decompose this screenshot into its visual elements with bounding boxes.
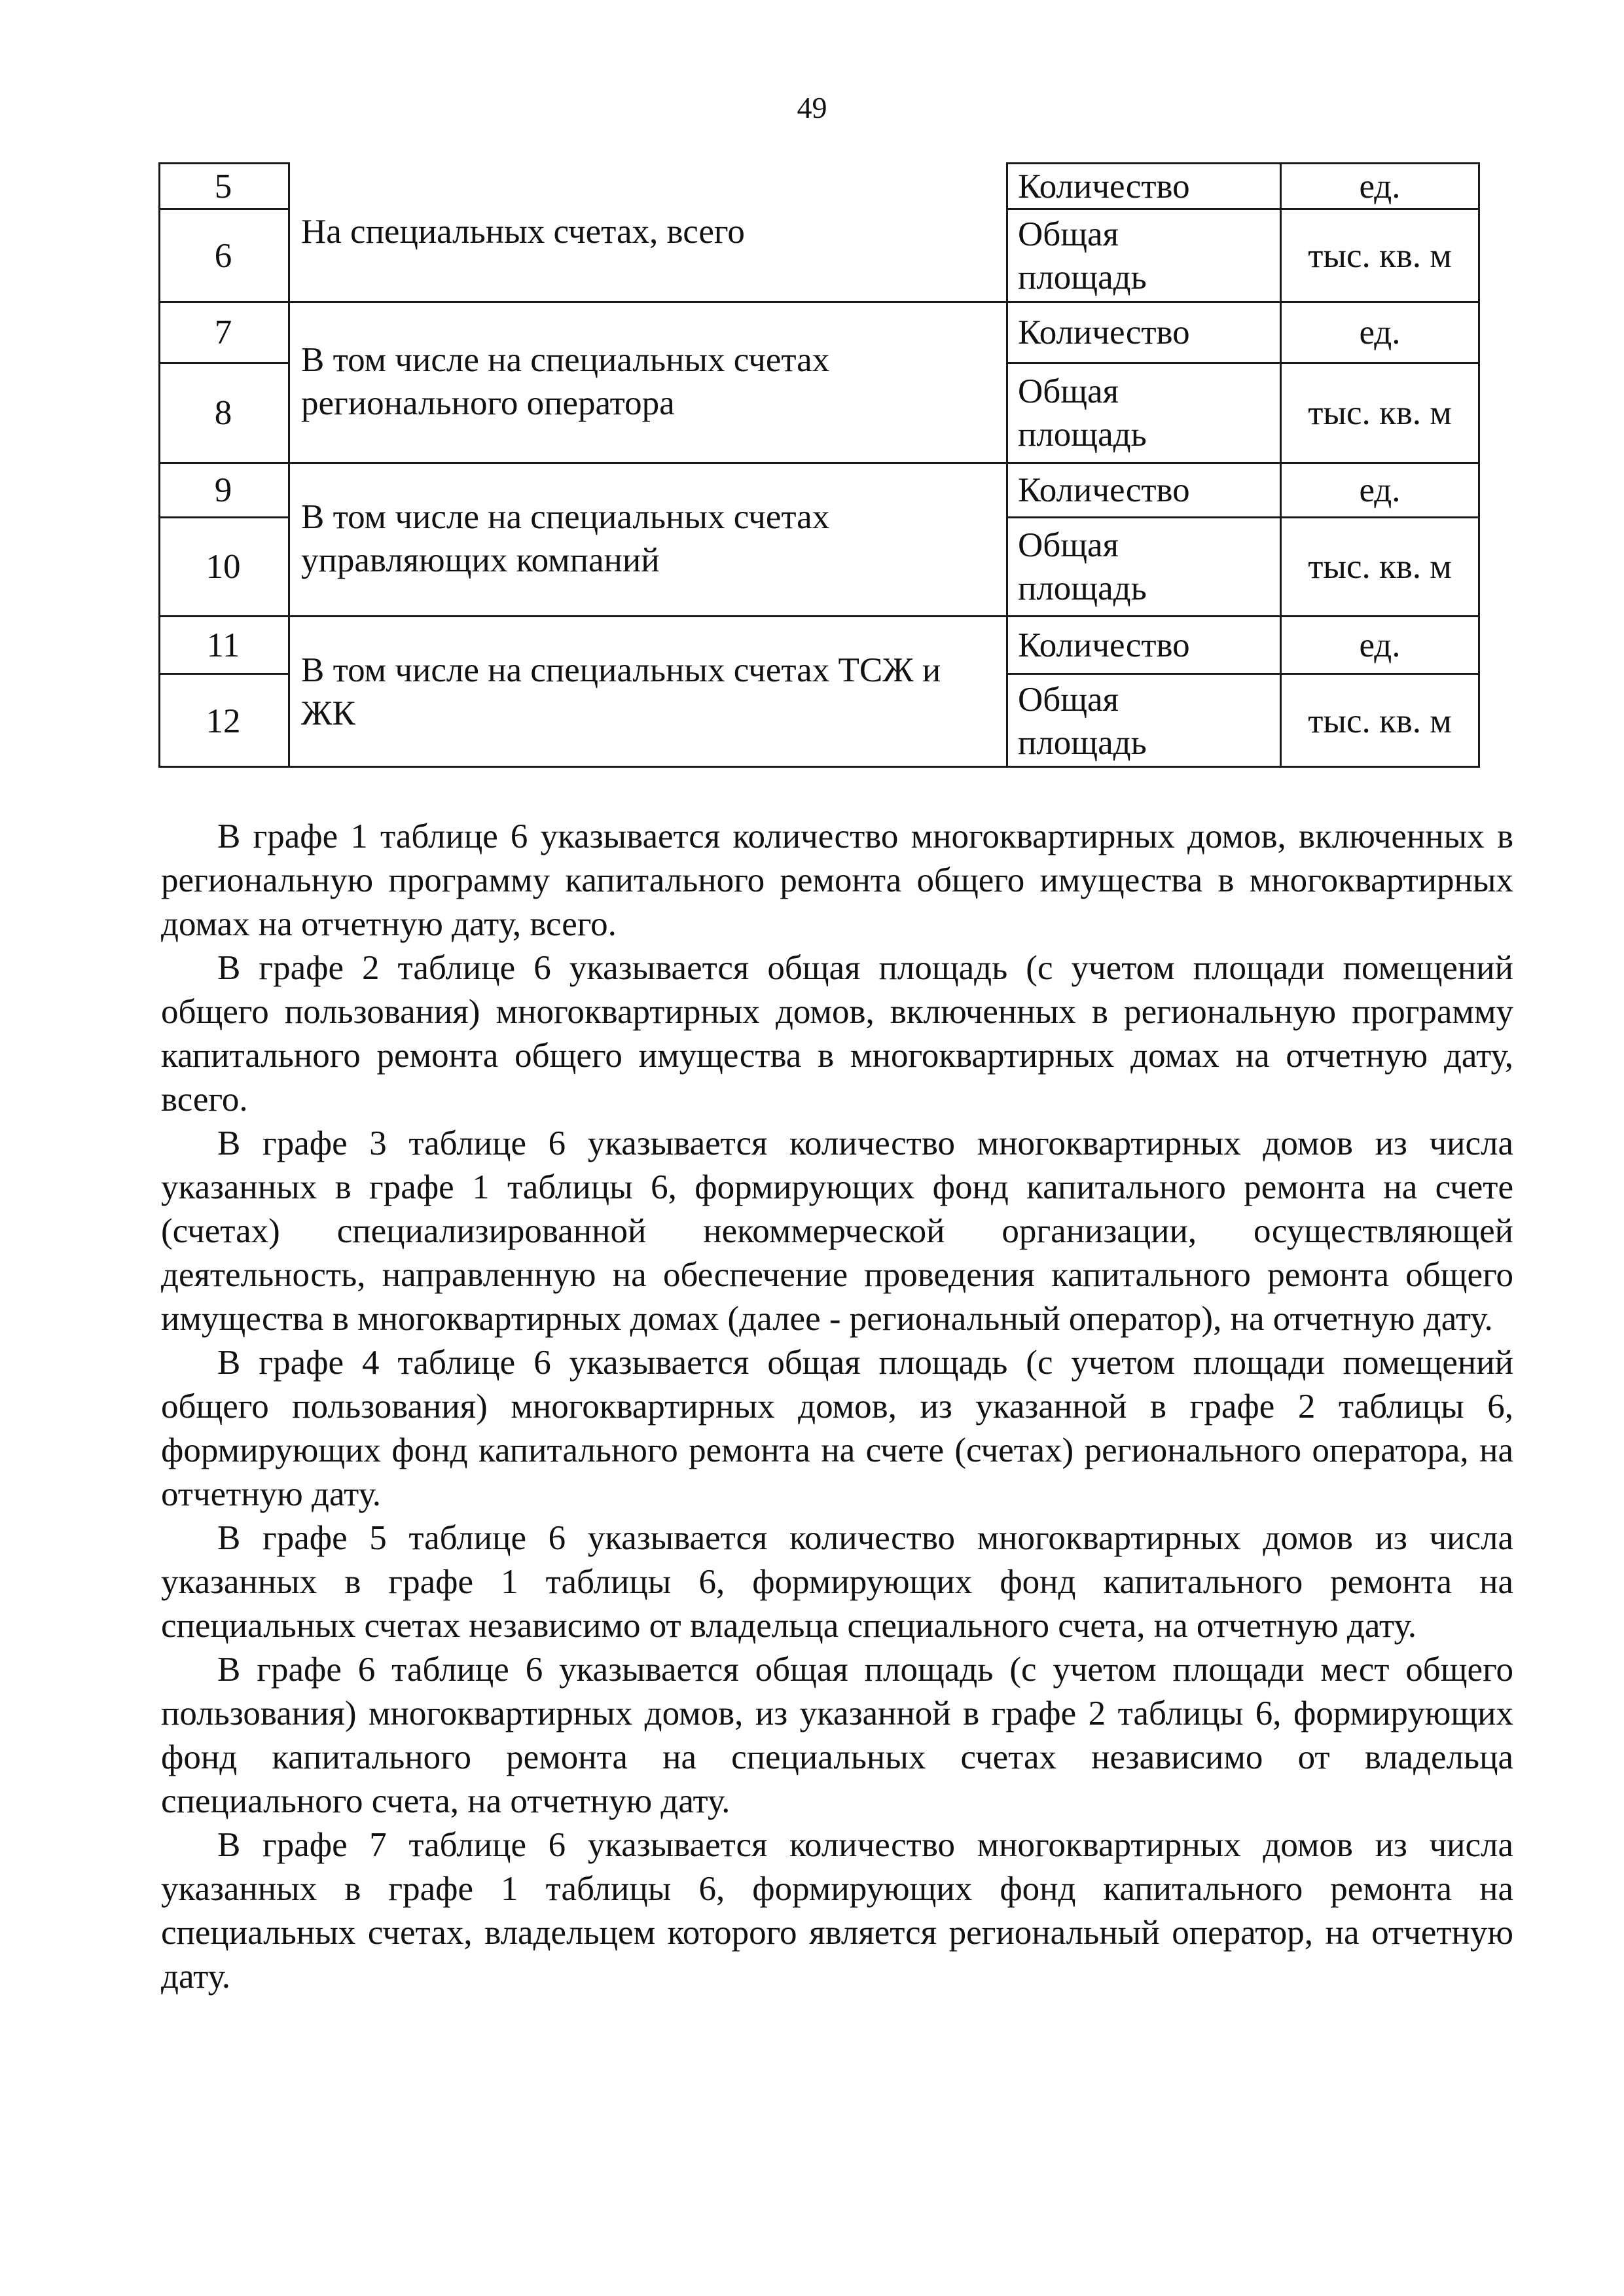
row-number-text: 6 (214, 236, 232, 275)
indicator-cell (1018, 464, 1276, 516)
row-number (158, 518, 288, 615)
unit-cell-text: тыс. кв. м (1308, 394, 1452, 432)
row-number-text: 7 (214, 314, 232, 351)
unit-cell-text: тыс. кв. м (1308, 236, 1452, 275)
paragraph: В графе 5 таблице 6 указывается количество многоквартирных домов из числа указанных в графе 1 таблицы 6, формирующих фонд капитального ремонта на специальных счетах независимо от владельца специального счета, на отчетную дату. (161, 1519, 1513, 1645)
row-number (158, 164, 288, 208)
unit-cell (1280, 210, 1480, 301)
body-text (161, 815, 1513, 1999)
indicator-cell-text: Общая площадь (1018, 526, 1147, 607)
row-number (158, 675, 288, 768)
indicator-cell-text: Общая площадь (1018, 215, 1147, 296)
group-label (301, 308, 1000, 456)
unit-cell-text: тыс. кв. м (1308, 548, 1452, 586)
row-number-text: 9 (214, 471, 232, 509)
indicator-cell (1018, 518, 1276, 615)
paragraph: В графе 4 таблице 6 указывается общая площадь (с учетом площади помещений общего пользования) многоквартирных домов, из указанной в графе 2 таблицы 6, формирующих фонд капитального ремонта на счете (счетах) регионального оператора, на отчетную дату. (161, 1344, 1513, 1513)
unit-cell (1280, 617, 1480, 673)
unit-cell-text: ед. (1359, 626, 1401, 664)
table-column-rule (1006, 162, 1008, 768)
indicator-cell-text: Количество (1018, 471, 1190, 509)
group-label-text: В том числе на специальных счетах управляющих компаний (301, 498, 830, 579)
indicator-cell-text: Количество (1018, 314, 1190, 351)
unit-cell (1280, 303, 1480, 362)
paragraph: В графе 3 таблице 6 указывается количество многоквартирных домов из числа указанных в графе 1 таблицы 6, формирующих фонд капитального ремонта на счете (счетах) специализированной некоммерческой организации, осуществляющей деятельность, направленную на обеспечение проведения капитального ремонта общего имущества в многоквартирных домах (далее - региональный оператор), на отчетную дату. (161, 1124, 1513, 1338)
unit-cell-text: ед. (1359, 471, 1401, 509)
indicator-cell-text: Общая площадь (1018, 372, 1147, 454)
paragraph: В графе 1 таблице 6 указывается количество многоквартирных домов, включенных в региональную программу капитального ремонта общего имущества в многоквартирных домах на отчетную дату, всего. (161, 817, 1513, 943)
indicator-cell (1018, 164, 1276, 208)
group-label (301, 622, 1000, 761)
indicator-cell (1018, 675, 1276, 768)
indicator-cell (1018, 210, 1276, 301)
row-number (158, 210, 288, 301)
group-label (301, 169, 1000, 295)
indicator-cell-text: Количество (1018, 626, 1190, 664)
unit-cell (1280, 518, 1480, 615)
unit-cell (1280, 164, 1480, 208)
unit-cell (1280, 675, 1480, 768)
group-label-text: На специальных счетах, всего (301, 213, 745, 251)
row-number (158, 617, 288, 673)
row-number-text: 12 (206, 702, 241, 740)
unit-cell (1280, 364, 1480, 462)
unit-cell-text: ед. (1359, 314, 1401, 351)
group-label-text: В том числе на специальных счетах ТСЖ и ЖК (301, 651, 941, 732)
row-number-text: 5 (214, 167, 232, 206)
paragraph: В графе 2 таблице 6 указывается общая площадь (с учетом площади помещений общего пользования) многоквартирных домов, включенных в региональную программу капитального ремонта общего имущества в многоквартирных домах на отчетную дату, всего. (161, 949, 1513, 1119)
row-number-text: 11 (206, 626, 240, 664)
indicator-cell (1018, 303, 1276, 362)
row-number-text: 8 (214, 394, 232, 432)
paragraph: В графе 7 таблице 6 указывается количество многоквартирных домов из числа указанных в графе 1 таблицы 6, формирующих фонд капитального ремонта на специальных счетах, владельцем которого является региональный оператор, на отчетную дату. (161, 1826, 1513, 1996)
group-label-text: В том числе на специальных счетах регионального оператора (301, 341, 830, 422)
unit-cell-text: тыс. кв. м (1308, 702, 1452, 740)
indicator-cell (1018, 617, 1276, 673)
unit-cell-text: ед. (1359, 167, 1401, 206)
row-number (158, 303, 288, 362)
group-label (301, 469, 1000, 609)
row-number (158, 464, 288, 516)
table-column-rule (288, 162, 290, 768)
indicator-table (158, 162, 1480, 768)
indicator-cell (1018, 364, 1276, 462)
paragraph: В графе 6 таблице 6 указывается общая площадь (с учетом площади мест общего пользования) многоквартирных домов, из указанной в графе 2 таблицы 6, формирующих фонд капитального ремонта на специальных счетах независимо от владельца специального счета, на отчетную дату. (161, 1651, 1513, 1820)
indicator-cell-text: Количество (1018, 167, 1190, 206)
page-number: 49 (797, 91, 827, 124)
unit-cell (1280, 464, 1480, 516)
row-number-text: 10 (206, 548, 241, 586)
row-number (158, 364, 288, 462)
indicator-cell-text: Общая площадь (1018, 681, 1147, 762)
